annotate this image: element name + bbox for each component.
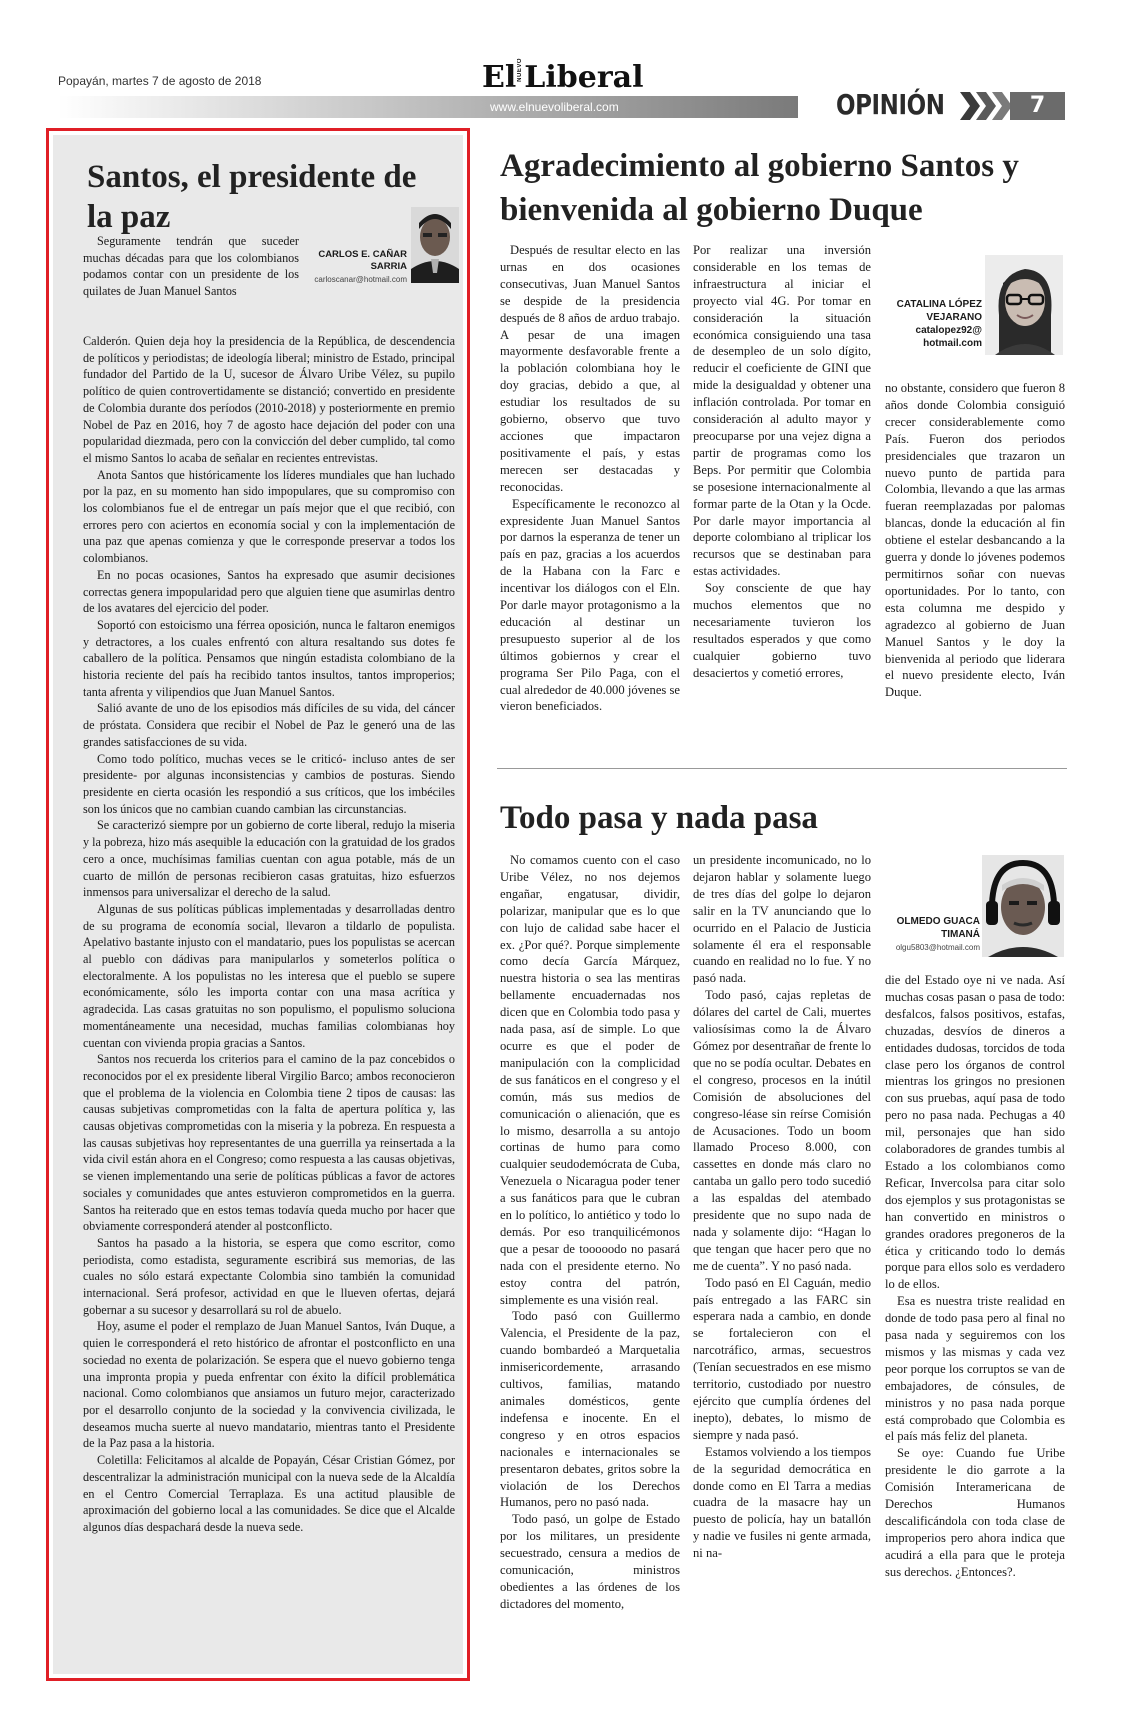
- author-email[interactable]: carloscanar@hotmail.com: [314, 275, 407, 284]
- body-paragraph: No comamos cuento con el caso Uribe Vélez, no nos dejemos engañar, engatusar, dividir, polarizar, manipular que es lo que con lujo de calidad sabe hacer el ex. ¿Por qué?. Porque simplemente como decía García Márquez, nuestra historia o sea las mentiras bellamente encuadernadas nos dicen que en Colombia todo pasa y nada pasa, así de simple. Lo que ocurre es que el poder de manipulación con la complicidad de sus fanáticos en el congreso y el común, más sus medios de comunicación o alienación, que es lo mismo, desarrolla a su antojo cortinas de humo para como cualquier seudodemócrata de Cuba, Venezuela o Nicaragua poder tener a sus fanáticos para que le cubran en lo político, lo antiético y todo lo demás. Por eso tranquilicémonos que a pesar de tooooodo no pasará nada con el presidente eterno. No estoy contra del patrón, simplemente es una visión real.: [500, 853, 680, 1307]
- body-paragraph: Todo pasó con Guillermo Valencia, el Presidente de la paz, cuando bombardeó a Marquetalia inmisericordemente, arrasando cultivos, familias, matando animales domésticos, gente indefensa e inocente. En el congreso y en otros espacios nacionales e internacionales se presentaron debates, gritos sobre la violación de los Derechos Humanos, pero no pasó nada.: [500, 1309, 680, 1510]
- header-bar: [58, 96, 798, 118]
- article-column: [885, 380, 1065, 701]
- logo-liberal: Liberal: [524, 59, 644, 95]
- article-santos-frame: [46, 128, 470, 1681]
- article-title: Santos, el presidente de la paz: [87, 159, 417, 235]
- author-name-line2: TIMANÁ: [941, 929, 980, 940]
- chevron-decoration-icon: [960, 92, 1012, 120]
- author-email-line1[interactable]: catalopez92@: [915, 325, 982, 336]
- article-column: [693, 852, 871, 1562]
- body-paragraph: Después de resultar electo en las urnas en dos ocasiones consecutivas, Juan Manuel Santos se despide de la presidencia después de 8 años de arduo trabajo. A pesar de una imagen mayormente desfavorable frente a la población colombiana hoy le doy gracias, debido a que, al estudiar los resultados de su gobierno, observo que tuvo acciones que impactaron positivamente el país, y estas merecen ser destacadas y reconocidas.: [500, 243, 680, 494]
- body-paragraph: Como todo político, muchas veces se le criticó- incluso antes de ser presidente- por algunas inconsistencias y cambios de posturas. Siendo presidente en cierta ocasión les respondió a sus críticos, que los imbéciles son los únicos que no cambian cuando cambian las circunstancias.: [83, 751, 455, 816]
- article-title: Todo pasa y nada pasa: [500, 800, 818, 836]
- author-name: CARLOS E. CAÑAR SARRIA: [318, 249, 407, 272]
- article-title: Agradecimiento al gobierno Santos y bienvenida al gobierno Duque: [500, 148, 1019, 228]
- body-paragraph: Coletilla: Felicitamos al alcalde de Popayán, César Cristian Gómez, por descentralizar la administración municipal con la nueva sede de la Alcaldía en el Centro Comercial Terraplaza. Es una actitud plausible de aproximación del gobierno local a las comunidades. Se dice que el Alcalde algunos días despachará desde la nueva sede.: [83, 1453, 455, 1534]
- author-byline: [880, 298, 982, 350]
- body-paragraph: Algunas de sus políticas públicas implementadas y desarrolladas dentro de su programa de economía social, llevaron a tildarlo de populista. Apelativo bastante injusto con el mandatario, pues los populistas se acercan al pueblo con dádivas para manipularlos y someterlos política o electoralmente. A los populistas no les interesa que el pueblo se supere económicamente, sólo les importa contar con una masa acrítica y agradecida. Las casas gratuitas no son populismo, el populismo soluciona momentáneamente una necesidad, muchas familias colombianas hoy cuentan con vivienda propia gracias a Santos.: [83, 901, 455, 1050]
- body-paragraph: Específicamente le reconozco al expresidente Juan Manuel Santos por darnos la esperanza de tener un país en paz, gracias a los acuerdos de la Habana con la Farc e incentivar los diálogos con el Eln. Por darle mayor protagonismo a la educación al destinar un presupuesto superior al de los últimos gobiernos y crear el programa Ser Pilo Paga, con el cual alrededor de 40.000 jóvenes se vieron beneficiados.: [500, 496, 680, 714]
- author-name-line1: CATALINA LÓPEZ: [896, 299, 982, 310]
- body-paragraph: no obstante, considero que fueron 8 años donde Colombia consiguió crecer considerablemente como País. Fueron dos periodos presidenciales que trazaron un nuevo punto de partida para Colombia, llevando a que las armas fueran reemplazadas por palomas blancas, donde la educación al fin obtiene el estelar desbancando a la guerra y donde lo jóvenes podemos permitirnos soñar con nuevas oportunidades. Por lo tanto, con esta columna me despido y agradezco al gobierno de Juan Manuel Santos y le doy la bienvenida al periodo que liderara el nuevo presidente electo, Iván Duque.: [885, 381, 1065, 700]
- body-paragraph: Por realizar una inversión considerable en los temas de infraestructura al iniciar el proyecto vial 4G. Por tomar en consideración la situación económica consiguiendo una tasa de desempleo de un solo dígito, reducir el coeficiente de GINI que mide la desigualdad y obtener una inflación controlada. Por tomar en consideración al adulto mayor y preocuparse por una vejez digna a partir de programas como los Beps. Por permitir que Colombia se posesione internacionalmente al formar parte de la Otan y la Ocde. Por darle mayor importancia al deporte colombiano al triplicar los recursos que se destinaban para estas actividades.: [693, 243, 871, 579]
- body-paragraph: Todo pasó, un golpe de Estado por los militares, un presidente secuestrado, censura a medios de comunicación, ministros obedientes a las órdenes de los dictadores del momento,: [500, 1512, 680, 1611]
- author-photo-icon: [982, 855, 1064, 957]
- body-paragraph: Todo pasó, cajas repletas de dólares del cartel de Cali, muertes valiosísimas como la de Álvaro Gómez por desentrañar de frente lo que no se podía ocultar. Debates en el congreso, procesos en la inútil Comisión de absoluciones del congreso-léase sin reírse Comisión de Acusaciones. Todo un boom llamado Proceso 8.000, con cassettes en donde más claro no cantaba un gallo pero todo sucedió a las espaldas del atembado presidente que no supo nada de nada y solamente dijo: “Hagan lo que tengan que hacer pero que no me de cuenta”. Y no pasó nada.: [693, 988, 872, 1273]
- body-paragraph: Anota Santos que históricamente los líderes mundiales que han luchado por la paz, en su momento han sido impopulares, que su compromiso con los colombianos fue el de entregar un país mejor que el que recibió, con errores pero con aciertos en economía social y con la implementación de una paz que apenas comienza y que le corresponde preservar a todos los colombianos.: [83, 467, 455, 566]
- body-paragraph: Estamos volviendo a los tiempos de la seguridad democrática en donde como en El Tarra a medias cuadra de la masacre hay un puesto de policía, hay un batallón y nadie ve fusiles ni gente armada, ni na-: [693, 1444, 871, 1561]
- section-title: OPINIÓN: [836, 88, 945, 121]
- logo-el: El: [482, 59, 517, 95]
- author-name-line2: VEJARANO: [926, 312, 982, 323]
- author-byline: [870, 915, 980, 952]
- masthead: [0, 0, 1124, 125]
- article-column: [885, 972, 1065, 1581]
- body-paragraph: En no pocas ocasiones, Santos ha expresado que asumir decisiones correctas genera impopularidad pero que alguien tiene que asumirlas dentro de los avatares del ejercicio del poder.: [83, 567, 455, 616]
- website-link[interactable]: www.elnuevoliberal.com: [490, 100, 619, 114]
- body-paragraph: Hoy, asume el poder el remplazo de Juan Manuel Santos, Iván Duque, a quien le corresponderá el reto histórico de afrontar el postconflicto en una sociedad no exenta de polarización. Se espera que el nuevo gobierno tenga una impronta propia y pueda enfrentar con éxito la difícil problemática nacional. Como colombianos que ansiamos un futuro mejor, caracterizado por el desarrollo conjunto de la sociedad y la convivencia civilizada, le deseamos mucha suerte al nuevo mandatario, mientras tanto el Presidente de la Paz pasa a la historia.: [83, 1319, 455, 1451]
- body-paragraph: Salió avante de uno de los episodios más difíciles de su vida, del cáncer de próstata. Considera que recibir el Nobel de Paz le generó una de las grandes satisfacciones de su vida.: [83, 701, 455, 749]
- body-paragraph: Santos ha pasado a la historia, se espera que como escritor, como periodista, como estadista, seguramente escribirá sus memorias, de las cuales no sólo estará expectante Colombia sino también la comunidad internacional. Será profesor, actividad en que le llueven ofertas, dejará gobernar a su sucesor y desarrollará su rol de abuelo.: [83, 1235, 455, 1317]
- body-paragraph: Soportó con estoicismo una férrea oposición, nunca le faltaron enemigos y detractores, a los cuales enfrentó con altura resaltando sus dotes fe caballero de la política. Pensamos que ningún estadista colombiano de la historia reciente del país ha recibido tantos insultos, tantos improperios; tanta afrenta y vilipendios que Juan Manuel Santos.: [83, 617, 455, 699]
- author-byline: [301, 249, 407, 284]
- article-divider: [497, 768, 1067, 769]
- author-name-line1: OLMEDO GUACA: [896, 916, 980, 927]
- body-paragraph: Soy consciente de que hay muchos elementos que no necesariamente tuvieron los resultados esperados y que como cualquier gobierno tuvo desaciertos y cometió errores,: [693, 581, 871, 680]
- newspaper-logo: [482, 58, 643, 95]
- lead-paragraph: Seguramente tendrán que suceder muchas décadas para que los colombianos podamos contar con un presidente de los quilates de Juan Manuel Santos: [83, 234, 299, 298]
- body-paragraph: Esa es nuestra triste realidad en donde de todo pasa pero al final no pasa nada y seguiremos con los mismos y las mismas y cada vez peor porque los corruptos se van de embajadores, de cónsules, de ministros y no pasa nada porque está comprobado que Colombia es el país más feliz del planeta.: [885, 1294, 1065, 1444]
- body-paragraph: die del Estado oye ni ve nada. Así muchas cosas pasan o pasa de todo: desfalcos, falsos positivos, estafas, chuzadas, desvíos de dineros a entidades dudosas, torcidos de toda clase pero los órganos de control mientras los gringos no presionen con sus pruebas, aquí pasa de todo pero no pasa nada. Pechugas a 40 mil, personajes que han sido colaboradores de grandes tumbis al Estado a los colombianos como Reficar, Invercolsa para citar solo dos ejemplos y sus protagonistas se han convertido en ministros o grandes oradores pregoneros de la ética y criticando todo lo demás porque para ellos solo es verdadero lo de ellos.: [885, 973, 1065, 1292]
- logo-nuevo: NUEVO: [517, 58, 524, 82]
- article-column: [500, 242, 680, 715]
- body-paragraph: Santos nos recuerda los criterios para el camino de la paz concebidos o reconocidos por el ex presidente liberal Virgilio Barco; ambos reconocieron que el problema de la violencia en Colombia tiene 2 tipos de causas: las causas subjetivas comprometidas con la falta de apertura política y, las causas objetivas comprometidas con la miseria y la pobreza. En respuesta a las causas subjetivas hoy representantes de una guerrilla ya reinsertada a la vida civil están ahora en el Congreso; como respuesta a las causas objetivas, se vienen implementando una serie de políticas públicas a favor de actores sociales y comunidades que antes estuvieron comprometidos en la guerra. Santos ha reiterado que en estos temas todavía queda mucho por hacer que obviamente corresponderá atender al postconflicto.: [83, 1052, 455, 1234]
- article-column: [693, 242, 871, 682]
- article-column: [500, 852, 680, 1613]
- author-email[interactable]: olgu5803@hotmail.com: [895, 943, 980, 952]
- body-paragraph: Todo pasó en El Caguán, medio país entregado a las FARC sin esperara nada a cambio, en donde se fortalecieron con el narcotráfico, armas, secuestros (Tenían secuestrados en ese mismo territorio, custodiado por nuestro ejército que cumplía órdenes del inepto), debates, lo mismo de siempre y nada pasó.: [693, 1275, 871, 1442]
- page-number: 7: [1010, 92, 1065, 120]
- body-paragraph: un presidente incomunicado, no lo dejaron hablar y solamente luego de tres días del golpe lo dejaron salir en la TV anunciando que lo ocurrido en el Palacio de Justicia solamente él era el responsable cuando en realidad no lo fue. Y no pasó nada.: [693, 853, 871, 986]
- author-photo-icon: [985, 255, 1063, 355]
- article-lead: [83, 233, 299, 299]
- body-paragraph: Calderón. Quien deja hoy la presidencia de la República, de descendencia de políticos y periodistas; de ideología liberal; ministro de Estado, principal fundador del Partido de la U, sucesor de Álvaro Uribe Vélez, su pupilo político de quien controvertidamente se distanció; convertido en presidente de Colombia durante dos períodos (2010-2018) y posteriormente en premio Nobel de Paz en 2016, hoy 7 de agosto hace dejación del poder con una popularidad diezmada, pero con la convicción del deber cumplido, tal como el mismo Santos lo acaba de señalar en recientes entrevistas.: [83, 334, 455, 465]
- issue-date: Popayán, martes 7 de agosto de 2018: [58, 74, 262, 88]
- author-photo-icon: [411, 207, 459, 283]
- body-paragraph: Se oye: Cuando fue Uribe presidente le dio garrote a la Comisión Interamericana de Derechos Humanos descalificándola con toda clase de improperios pero ahora indica que acudirá a ella para que le proteja sus derechos. ¿Entonces?.: [885, 1446, 1065, 1579]
- article-santos: [53, 135, 463, 1674]
- author-email-line2[interactable]: hotmail.com: [923, 338, 982, 349]
- body-paragraph: Se caracterizó siempre por un gobierno de corte liberal, redujo la miseria y la pobreza, hizo más asequible la educación con la gratuidad de los grados cero a once, muchísimas familias cuentan con agua potable, más de un cuarto de millón de personas recibieron casas gratuitas, hizo esfuerzos inmensos para universalizar el derecho de la salud.: [83, 818, 455, 900]
- article-body: [83, 333, 455, 1536]
